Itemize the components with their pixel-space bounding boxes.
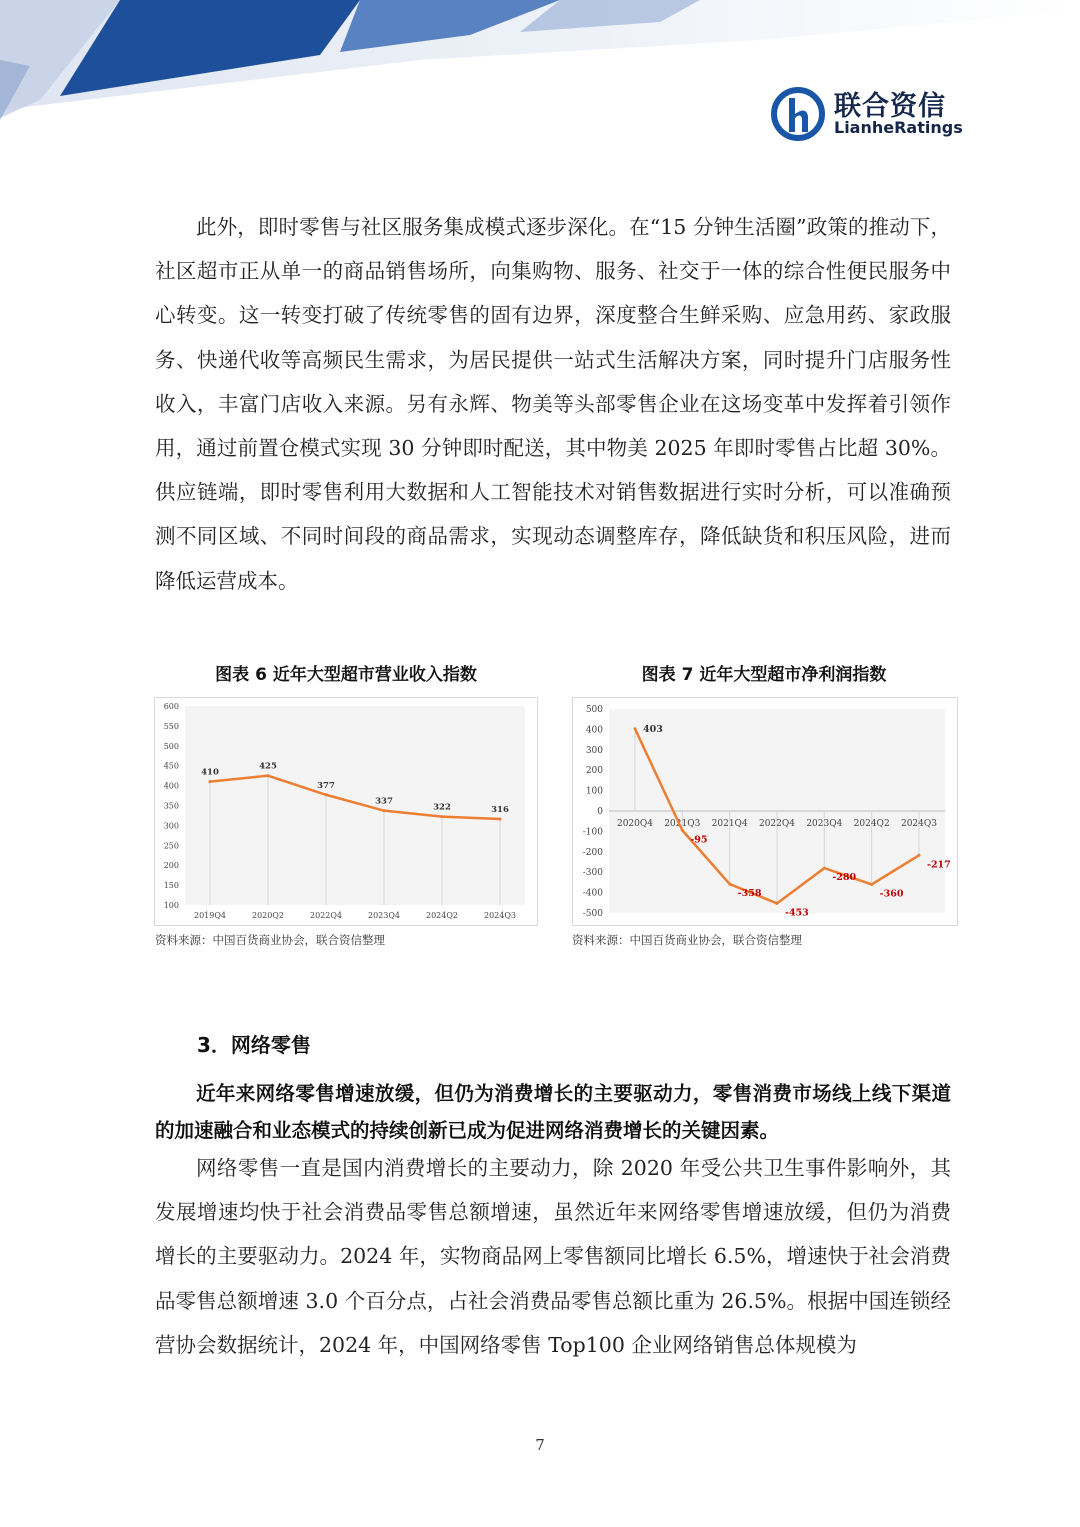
chart6-data-point — [267, 774, 270, 777]
chart7-data-label: -360 — [879, 888, 904, 900]
chart6-y-tick-label: 300 — [163, 821, 179, 831]
chart6-data-label: 377 — [317, 780, 335, 791]
chart6-data-point — [383, 809, 386, 812]
chart6-data-point — [325, 793, 328, 796]
chart7-x-tick-label: 2020Q4 — [616, 819, 654, 829]
chart7-y-tick-label: 100 — [585, 786, 603, 797]
chart6-plot — [155, 698, 537, 925]
chart7-data-label: -95 — [690, 834, 708, 846]
chart6-x-tick-label: 2019Q4 — [193, 911, 227, 920]
chart6-data-label: 322 — [433, 802, 451, 813]
chart7-y-tick-label: 500 — [585, 705, 603, 715]
chart7-y-tick-label: 400 — [585, 725, 603, 736]
chart7-x-tick-label: 2024Q3 — [900, 819, 938, 829]
chart6-plot-area — [185, 706, 525, 905]
logo-chinese-name: 联合资信 — [834, 91, 946, 122]
chart7-data-label: -453 — [785, 907, 809, 919]
chart6-y-tick-label: 500 — [163, 741, 179, 751]
chart7-y-tick-label: 0 — [597, 807, 603, 817]
chart7-data-label: -358 — [737, 888, 762, 900]
lead-paragraph: 近年来网络零售增速放缓，但仍为消费增长的主要驱动力，零售消费市场线上线下渠道的加速融合和业态模式的持续创新已成为促进网络消费增长的关键因素。 — [155, 1082, 951, 1142]
chart6-data-point — [499, 818, 502, 821]
chart6-x-tick-label: 2022Q4 — [309, 911, 343, 920]
chart7-data-point — [728, 883, 731, 886]
chart7-data-point — [681, 829, 684, 832]
chart7-data-label: 403 — [643, 723, 663, 735]
chart6-x-tick-label: 2020Q2 — [251, 911, 285, 920]
chart7-data-point — [776, 902, 779, 905]
chart7-y-tick-label: -200 — [582, 847, 603, 858]
chart6-source: 资料来源：中国百货商业协会，联合资信整理 — [155, 933, 385, 947]
chart6-data-label: 316 — [491, 805, 509, 816]
chart7-x-tick-label: 2024Q2 — [853, 819, 890, 829]
chart6-data-label: 410 — [201, 767, 219, 778]
chart7-title: 图表 7 近年大型超市净利润指数 — [641, 665, 887, 685]
chart6-y-tick-label: 600 — [163, 702, 179, 711]
chart7-source: 资料来源：中国百货商业协会，联合资信整理 — [572, 933, 802, 947]
chart6-data-point — [209, 780, 212, 783]
chart6-y-tick-label: 150 — [163, 881, 179, 891]
chart7-y-tick-label: 200 — [585, 766, 603, 777]
chart7-y-tick-label: -100 — [582, 827, 603, 838]
chart7-data-point — [823, 867, 826, 870]
chart6-frame — [154, 697, 538, 926]
chart6-y-tick-label: 450 — [163, 761, 179, 771]
chart6-y-tick-label: 100 — [163, 901, 179, 910]
chart7-data-label: -217 — [927, 859, 951, 871]
chart7-x-tick-label: 2022Q4 — [758, 819, 796, 829]
chart6-data-label: 425 — [259, 761, 277, 772]
chart7-data-point — [870, 883, 873, 886]
body-paragraph-2: 网络零售一直是国内消费增长的主要动力，除 2020 年受公共卫生事件影响外，其发展增速均快于社会消费品零售总额增速，虽然近年来网络零售增速放缓，但仍为消费增长的主要驱动力。2024 年，实物商品网上零售额同比增长 6.5%，增速快于社会消费品零售总额增速 3.0 个百分点，占社会消费品零售总额比重为 26.5%。根据中国连锁经营协会数据统计，2024 年，中国网络零售 Top100 企业网络销售总体规模为 — [155, 1156, 951, 1357]
chart7-plot — [573, 698, 957, 925]
chart6-y-tick-label: 550 — [163, 721, 179, 731]
logo-english-name: LianheRatings — [834, 118, 963, 137]
chart7-x-tick-label: 2023Q4 — [806, 819, 843, 829]
chart6-y-tick-label: 400 — [163, 781, 179, 791]
chart6-x-tick-label: 2023Q4 — [367, 911, 401, 920]
chart6-x-tick-label: 2024Q3 — [483, 911, 517, 920]
chart6-y-tick-label: 250 — [163, 841, 179, 851]
chart7-x-tick-label: 2021Q4 — [711, 819, 748, 829]
company-logo — [770, 84, 970, 144]
chart7-frame — [572, 697, 958, 926]
chart6-title: 图表 6 近年大型超市营业收入指数 — [215, 665, 477, 685]
lianhe-logo-icon — [770, 86, 826, 142]
chart6-data-label: 337 — [375, 796, 393, 807]
chart7-y-tick-label: -500 — [582, 909, 603, 919]
chart7-y-tick-label: -400 — [582, 888, 603, 899]
chart6-x-tick-label: 2024Q2 — [425, 911, 459, 920]
chart7-data-point — [918, 854, 921, 857]
chart7-x-tick-label: 2021Q3 — [664, 819, 701, 829]
chart7-y-tick-label: 300 — [585, 745, 603, 756]
chart6-data-point — [441, 815, 444, 818]
body-paragraph-1: 此外，即时零售与社区服务集成模式逐步深化。在“15 分钟生活圈”政策的推动下，社区超市正从单一的商品销售场所，向集购物、服务、社交于一体的综合性便民服务中心转变。这一转变打破了传统零售的固有边界，深度整合生鲜采购、应急用药、家政服务、快递代收等高频民生需求，为居民提供一站式生活解决方案，同时提升门店服务性收入，丰富门店收入来源。另有永辉、物美等头部零售企业在这场变革中发挥着引领作用，通过前置仓模式实现 30 分钟即时配送，其中物美 2025 年即时零售占比超 30%。供应链端，即时零售利用大数据和人工智能技术对销售数据进行实时分析，可以准确预测不同区域、不同时间段的商品需求，实现动态调整库存，降低缺货和积压风险，进而降低运营成本。 — [155, 215, 951, 593]
chart6-y-tick-label: 350 — [163, 801, 179, 811]
chart6-y-tick-label: 200 — [163, 861, 179, 871]
chart7-data-label: -280 — [832, 872, 857, 884]
chart7-y-tick-label: -300 — [582, 868, 603, 879]
page-number: 7 — [535, 1436, 545, 1454]
chart7-data-point — [634, 727, 637, 730]
section-heading: 3．网络零售 — [197, 1033, 311, 1057]
